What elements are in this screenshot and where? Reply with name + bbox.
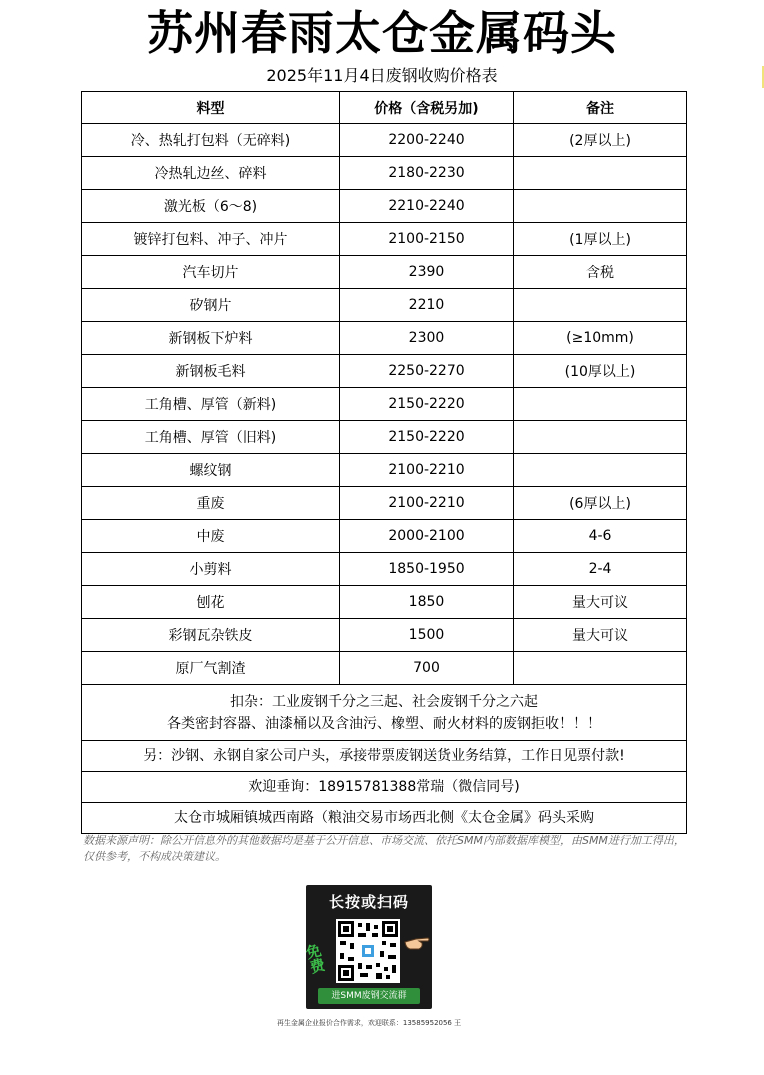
qr-heading: 长按或扫码 (328, 893, 409, 911)
cell-note (514, 454, 687, 487)
column-header-type: 料型 (82, 92, 340, 124)
pointing-hand-icon (404, 931, 430, 953)
cell-type: 新钢板下炉料 (82, 322, 340, 355)
cell-type: 新钢板毛料 (82, 355, 340, 388)
cell-price: 2150-2220 (340, 421, 514, 454)
table-row (82, 355, 687, 388)
cell-price: 2150-2220 (340, 388, 514, 421)
cell-note (514, 190, 687, 223)
table-row (82, 652, 687, 685)
cell-price: 1850 (340, 586, 514, 619)
column-header-note: 备注 (514, 92, 687, 124)
table-row (82, 124, 687, 157)
table-row (82, 586, 687, 619)
cell-note: 量大可议 (514, 586, 687, 619)
deduction-line-1: 扣杂：工业废钢千分之三起、社会废钢千分之六起 (230, 693, 538, 710)
cell-note: 量大可议 (514, 619, 687, 652)
table-header-row (82, 92, 687, 124)
cell-type: 冷热轧边丝、碎料 (82, 157, 340, 190)
table-row (82, 322, 687, 355)
cell-note: (1厚以上) (514, 223, 687, 256)
cell-price: 2300 (340, 322, 514, 355)
cell-type: 原厂气割渣 (82, 652, 340, 685)
phone-note: 欢迎垂询：18915781388常瑞（微信同号) (82, 772, 687, 803)
cell-type: 工角槽、厚管（新料) (82, 388, 340, 421)
cell-note: (≥10mm) (514, 322, 687, 355)
cell-type: 刨花 (82, 586, 340, 619)
table-row (82, 520, 687, 553)
table-row (82, 454, 687, 487)
cell-type: 汽车切片 (82, 256, 340, 289)
table-row (82, 487, 687, 520)
price-table-body (82, 124, 687, 685)
cell-note: 2-4 (514, 553, 687, 586)
cell-price: 2100-2150 (340, 223, 514, 256)
qr-code-card[interactable] (306, 885, 432, 1009)
page-subtitle: 2025年11月4日废钢收购价格表 (266, 66, 498, 85)
cell-type: 矽钢片 (82, 289, 340, 322)
settlement-row (82, 741, 687, 772)
cell-price: 2250-2270 (340, 355, 514, 388)
settlement-note: 另：沙钢、永钢自家公司户头，承接带票废钢送货业务结算，工作日见票付款! (82, 741, 687, 772)
phone-row (82, 772, 687, 803)
cell-type: 重废 (82, 487, 340, 520)
cell-type: 螺纹钢 (82, 454, 340, 487)
table-row (82, 388, 687, 421)
cell-note (514, 388, 687, 421)
cell-price: 2180-2230 (340, 157, 514, 190)
cell-note (514, 652, 687, 685)
cell-price: 1850-1950 (340, 553, 514, 586)
deduction-note (82, 685, 687, 741)
cell-type: 彩钢瓦杂铁皮 (82, 619, 340, 652)
column-header-price: 价格（含税另加) (340, 92, 514, 124)
qr-code-icon[interactable] (336, 919, 400, 983)
contact-line: 再生金属企业报价合作需求，欢迎联系：13585952056 王 (276, 1019, 462, 1027)
cell-type: 小剪料 (82, 553, 340, 586)
table-row (82, 289, 687, 322)
cell-type: 镀锌打包料、冲子、冲片 (82, 223, 340, 256)
cell-price: 700 (340, 652, 514, 685)
table-row (82, 553, 687, 586)
address-note: 太仓市城厢镇城西南路（粮油交易市场西北侧《太仓金属》码头采购 (82, 803, 687, 834)
cell-note: (6厚以上) (514, 487, 687, 520)
cell-price: 2000-2100 (340, 520, 514, 553)
cell-price: 2200-2240 (340, 124, 514, 157)
data-source-disclaimer: 数据来源声明：除公开信息外的其他数据均是基于公开信息、市场交流、依托SMM内部数据库模型，由SMM进行加工得出，仅供参考，不构成决策建议。 (83, 834, 685, 863)
cell-note: 4-6 (514, 520, 687, 553)
table-row (82, 421, 687, 454)
cell-type: 中废 (82, 520, 340, 553)
table-row (82, 223, 687, 256)
deduction-line-2: 各类密封容器、油漆桶以及含油污、橡塑、耐火材料的废钢拒收！！！ (167, 715, 601, 732)
table-row (82, 619, 687, 652)
free-badge: 免费 (304, 941, 328, 977)
cell-note (514, 157, 687, 190)
cell-price: 1500 (340, 619, 514, 652)
qr-footer: 进SMM废钢交流群 (318, 988, 420, 1004)
table-row (82, 190, 687, 223)
cell-type: 冷、热轧打包料（无碎料) (82, 124, 340, 157)
cell-price: 2100-2210 (340, 454, 514, 487)
cell-type: 工角槽、厚管（旧料) (82, 421, 340, 454)
cell-price: 2210 (340, 289, 514, 322)
cell-note: (10厚以上) (514, 355, 687, 388)
deduction-row (82, 685, 687, 741)
cell-price: 2100-2210 (340, 487, 514, 520)
address-row (82, 803, 687, 834)
cell-type: 激光板（6～8) (82, 190, 340, 223)
cell-price: 2390 (340, 256, 514, 289)
cell-note (514, 289, 687, 322)
cell-price: 2210-2240 (340, 190, 514, 223)
table-row (82, 157, 687, 190)
page-title: 苏州春雨太仓金属码头 (147, 6, 617, 60)
table-row (82, 256, 687, 289)
cell-note: 含税 (514, 256, 687, 289)
cell-note (514, 421, 687, 454)
cell-note: (2厚以上) (514, 124, 687, 157)
price-table (81, 91, 687, 834)
